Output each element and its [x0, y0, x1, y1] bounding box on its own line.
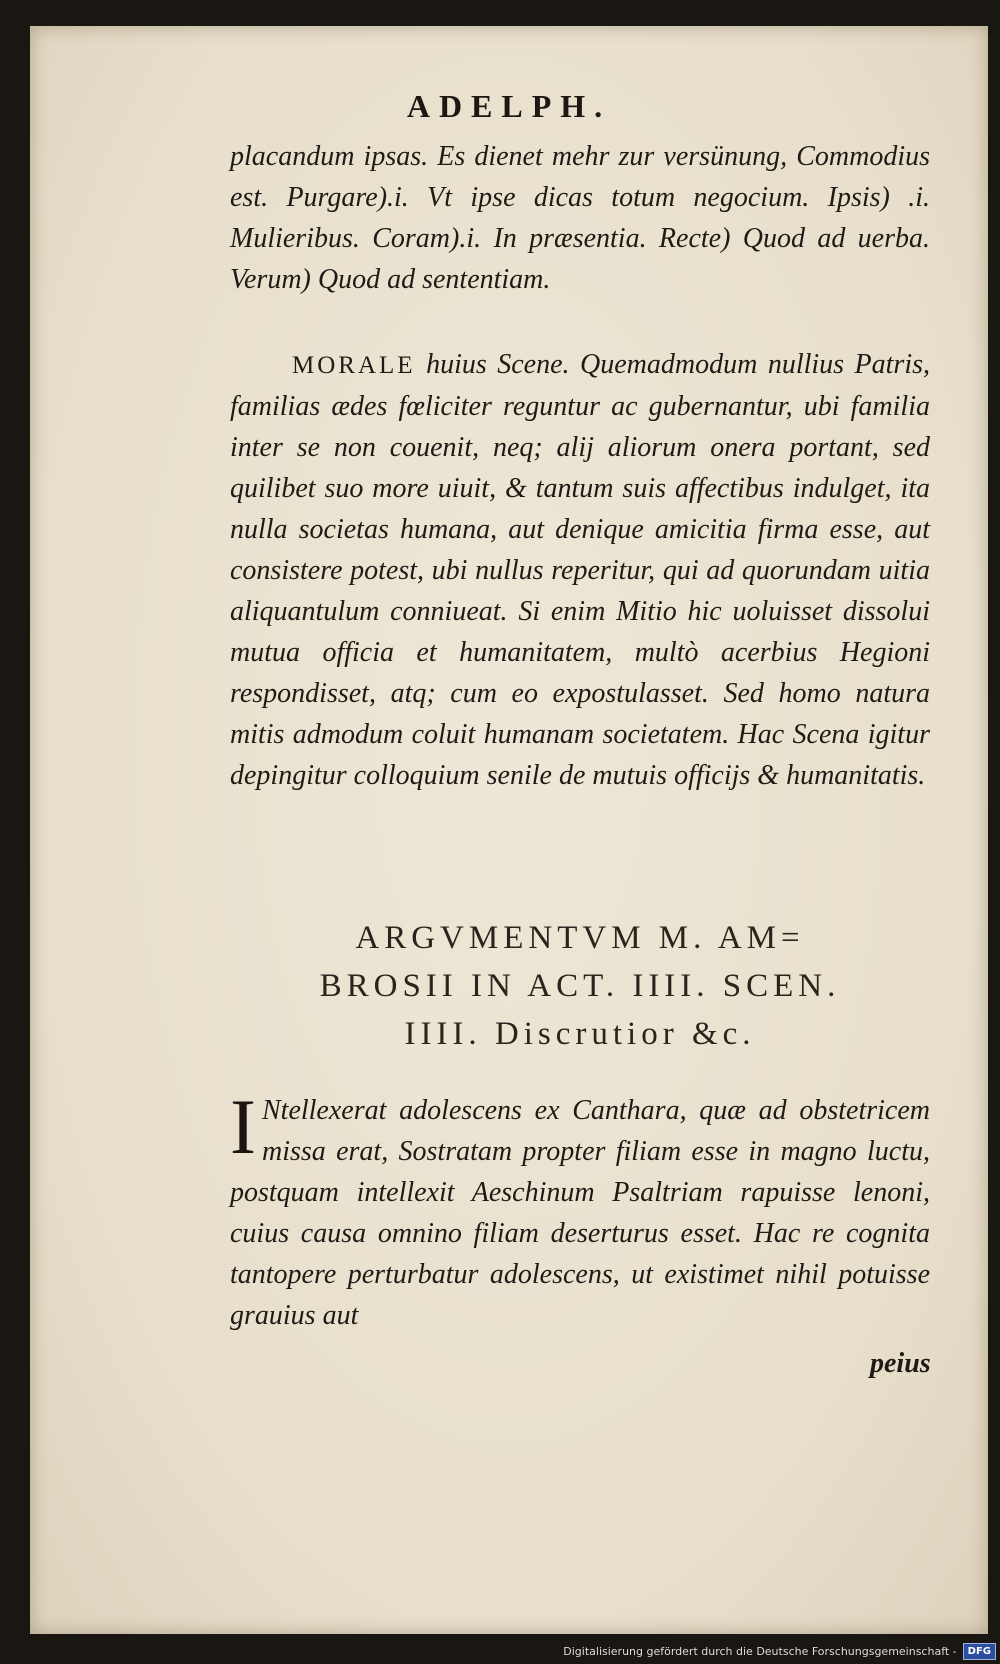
- running-head: ADELPH.: [406, 88, 612, 124]
- footer-credit: Digitalisierung gefördert durch die Deutsche Forschungsgemeinschaft -: [563, 1644, 957, 1658]
- text-block-argumentum: [230, 1083, 930, 1336]
- heading-line-1: ARGVMENTVM M. AM=: [355, 920, 805, 956]
- heading-line-2: BROSII IN ACT. IIII. SCEN.: [319, 968, 841, 1004]
- morale-text: huius Scene. Quemadmodum nullius Patris, familias ædes fœliciter reguntur ac gubernantur, ubi familia inter se non couenit, neq; alij aliorum onera portant, sed quilibet suo more uiuit, & tantum suis affectibus indulget, ita nulla societas humana, aut denique amicitia firma esse, aut consistere potest, ubi nullus reperitur, qui ad quorundam uitia aliquantulum conniueat. Si enim Mitio hic uoluisset dissolui mutua officia et humanitatem, multò acerbius Hegioni respondisset, atq; cum eo expostulasset. Sed homo natura mitis admodum coluit humanam societatem. Hac Scena igitur depingitur colloquium senile de mutuis officijs & humanitatis.: [230, 349, 930, 791]
- morale-label: MORALE: [292, 352, 416, 379]
- argumentum-heading: [230, 914, 930, 1058]
- text-block-morale: [230, 344, 930, 796]
- argumentum-paragraph: Ntellexerat adolescens ex Canthara, quæ ad obstetricem missa erat, Sostratam propter filiam esse in magno luctu, postquam intellexit Aeschinum Psaltriam rapuisse lenoni, cuius causa omnino filiam deserturus esset. Hac re cognita tantopere perturbatur adolescens, ut existimet nihil potuisse grauius aut: [230, 1095, 930, 1331]
- morale-paragraph: [230, 344, 930, 796]
- text-block-commentary: [230, 136, 930, 300]
- heading-line-3: IIII. Discrutior &c.: [404, 1016, 756, 1052]
- catchword: peius: [870, 1348, 931, 1379]
- dfg-logo: DFG: [963, 1643, 996, 1660]
- initial-letter: I: [230, 1083, 256, 1170]
- commentary-paragraph: placandum ipsas. Es dienet mehr zur versünung, Commodius est. Purgare).i. Vt ipse dicas totum negocium. Ipsis) .i. Mulieribus. Coram).i. In præsentia. Recte) Quod ad uerba. Verum) Quod ad sententiam.: [230, 141, 930, 295]
- digitization-footer: [563, 1640, 996, 1662]
